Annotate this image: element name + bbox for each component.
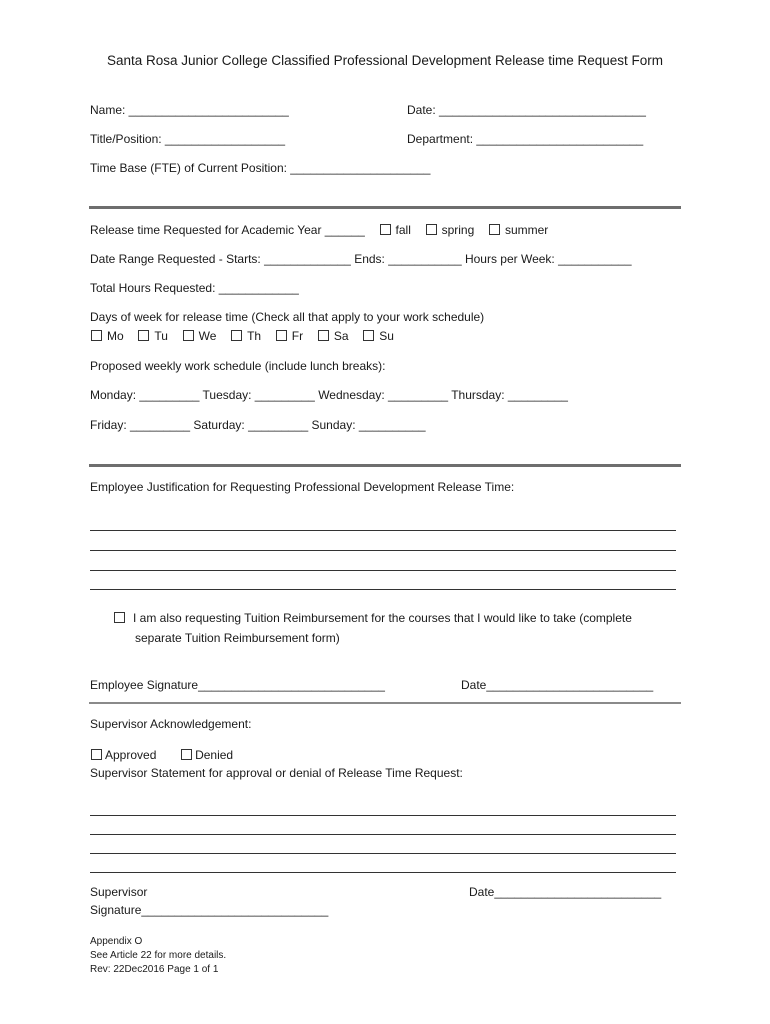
schedule-row-weekdays[interactable]: Monday: _________ Tuesday: _________ Wednesday: _________ Thursday: _________ bbox=[90, 388, 568, 402]
checkbox-icon[interactable] bbox=[114, 612, 125, 623]
section-divider bbox=[89, 702, 681, 704]
statement-line[interactable] bbox=[90, 872, 676, 873]
statement-line[interactable] bbox=[90, 834, 676, 835]
checkbox-icon[interactable] bbox=[380, 224, 391, 235]
date-range-field[interactable]: Date Range Requested - Starts: _____________ Ends: ___________ Hours per Week: ___________ bbox=[90, 252, 632, 266]
approval-options bbox=[91, 748, 233, 762]
justification-line[interactable] bbox=[90, 589, 676, 590]
approved-option[interactable]: Approved bbox=[91, 748, 156, 762]
supervisor-ack-label: Supervisor Acknowledgement: bbox=[90, 717, 252, 731]
checkbox-icon[interactable] bbox=[138, 330, 149, 341]
summer-option[interactable]: summer bbox=[489, 223, 548, 237]
justification-line[interactable] bbox=[90, 550, 676, 551]
day-option-fr[interactable]: Fr bbox=[276, 329, 303, 343]
day-option-we[interactable]: We bbox=[183, 329, 217, 343]
title-position-field[interactable]: Title/Position: __________________ bbox=[90, 132, 286, 146]
justification-line[interactable] bbox=[90, 530, 676, 531]
day-option-mo[interactable]: Mo bbox=[91, 329, 124, 343]
name-field[interactable]: Name: ________________________ bbox=[90, 103, 289, 117]
statement-line[interactable] bbox=[90, 815, 676, 816]
form-title: Santa Rosa Junior College Classified Professional Development Release time Request Form bbox=[106, 53, 664, 68]
schedule-label: Proposed weekly work schedule (include lunch breaks): bbox=[90, 359, 386, 373]
day-option-th[interactable]: Th bbox=[231, 329, 261, 343]
date-field[interactable]: Date: _______________________________ bbox=[407, 103, 646, 117]
days-label: Days of week for release time (Check all that apply to your work schedule) bbox=[90, 310, 485, 324]
academic-year-field[interactable]: Release time Requested for Academic Year ______ bbox=[90, 223, 365, 237]
employee-signature-field[interactable]: Employee Signature____________________________ bbox=[90, 678, 385, 692]
checkbox-icon[interactable] bbox=[426, 224, 437, 235]
denied-option[interactable]: Denied bbox=[181, 748, 233, 762]
checkbox-icon[interactable] bbox=[91, 330, 102, 341]
justification-line[interactable] bbox=[90, 570, 676, 571]
release-request-row bbox=[90, 223, 548, 237]
tuition-option[interactable]: I am also requesting Tuition Reimbursement for the courses that I would like to take (complete bbox=[114, 611, 632, 625]
checkbox-icon[interactable] bbox=[318, 330, 329, 341]
checkbox-icon[interactable] bbox=[183, 330, 194, 341]
schedule-row-weekend[interactable]: Friday: _________ Saturday: _________ Sunday: __________ bbox=[90, 418, 426, 432]
supervisor-statement-label: Supervisor Statement for approval or denial of Release Time Request: bbox=[90, 766, 463, 780]
fall-option[interactable]: fall bbox=[380, 223, 411, 237]
department-field[interactable]: Department: _________________________ bbox=[407, 132, 644, 146]
checkbox-icon[interactable] bbox=[231, 330, 242, 341]
total-hours-field[interactable]: Total Hours Requested: ____________ bbox=[90, 281, 299, 295]
section-divider bbox=[89, 206, 681, 209]
tuition-option-continued: separate Tuition Reimbursement form) bbox=[135, 631, 340, 645]
time-base-field[interactable]: Time Base (FTE) of Current Position: _____________________ bbox=[90, 161, 431, 175]
checkbox-icon[interactable] bbox=[276, 330, 287, 341]
supervisor-signature-field[interactable]: Signature____________________________ bbox=[90, 903, 329, 917]
day-option-sa[interactable]: Sa bbox=[318, 329, 349, 343]
revision-note: Rev: 22Dec2016 Page 1 of 1 bbox=[90, 964, 219, 975]
checkbox-icon[interactable] bbox=[91, 749, 102, 760]
days-checkbox-row bbox=[91, 329, 394, 343]
checkbox-icon[interactable] bbox=[363, 330, 374, 341]
spring-option[interactable]: spring bbox=[426, 223, 475, 237]
day-option-su[interactable]: Su bbox=[363, 329, 394, 343]
checkbox-icon[interactable] bbox=[489, 224, 500, 235]
checkbox-icon[interactable] bbox=[181, 749, 192, 760]
supervisor-date-field[interactable]: Date_________________________ bbox=[469, 885, 662, 899]
day-option-tu[interactable]: Tu bbox=[138, 329, 168, 343]
supervisor-signature-label: Supervisor bbox=[90, 885, 148, 899]
article-note: See Article 22 for more details. bbox=[90, 950, 227, 961]
section-divider bbox=[89, 464, 681, 467]
employee-date-field[interactable]: Date_________________________ bbox=[461, 678, 654, 692]
justification-label: Employee Justification for Requesting Professional Development Release Time: bbox=[90, 480, 515, 494]
appendix-note: Appendix O bbox=[90, 936, 143, 947]
statement-line[interactable] bbox=[90, 853, 676, 854]
